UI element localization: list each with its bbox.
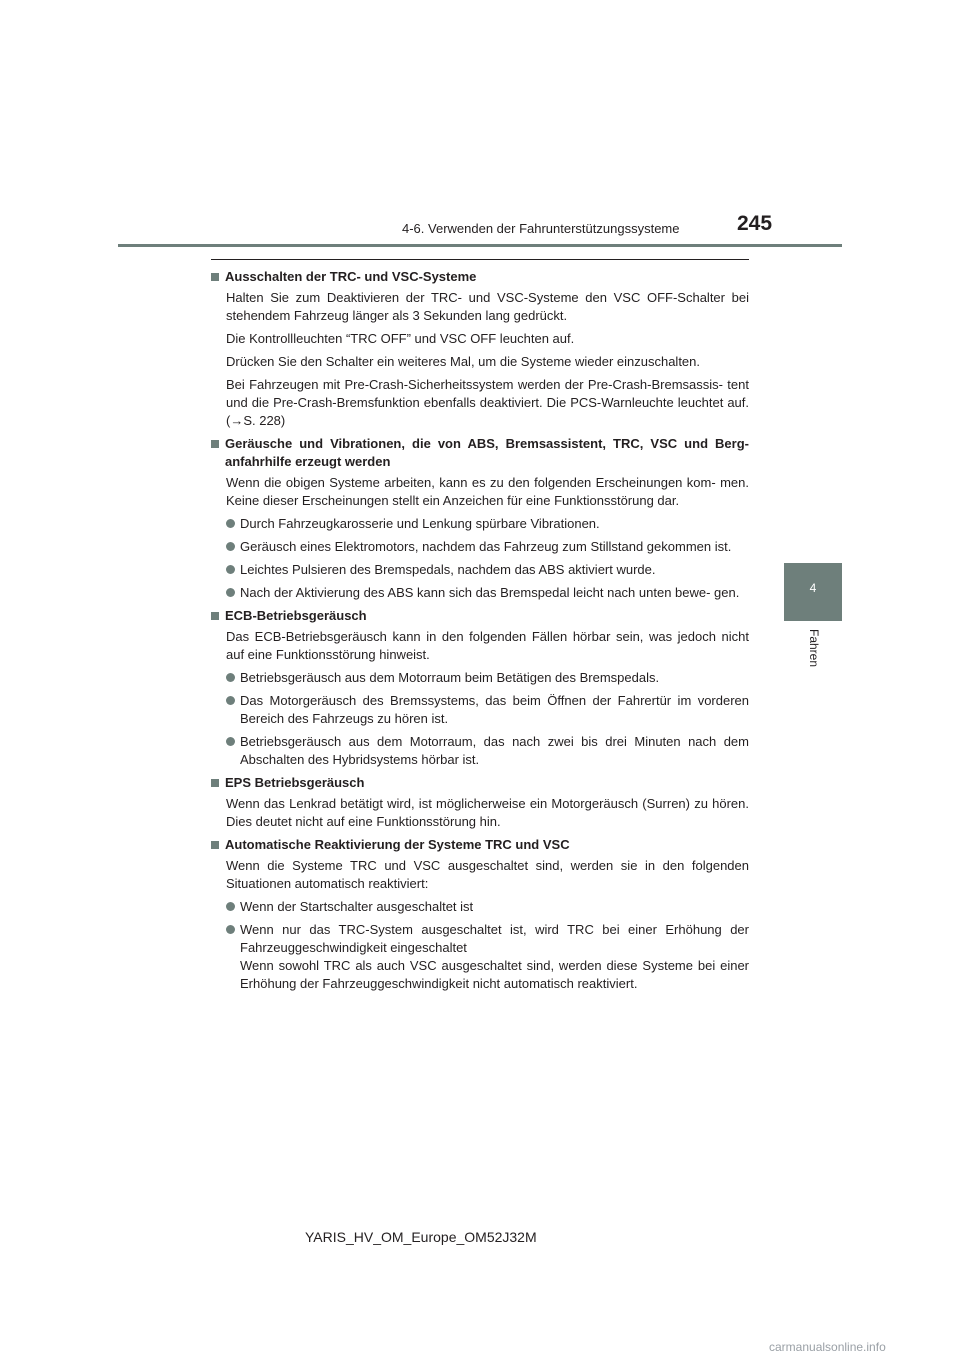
- square-bullet-icon: [211, 779, 219, 787]
- header-divider: [118, 244, 842, 247]
- round-bullet-icon: [226, 673, 235, 682]
- paragraph: Die Kontrollleuchten “TRC OFF” und VSC OFF leuchten auf.: [226, 331, 575, 346]
- list-item: Nach der Aktivierung des ABS kann sich das Bremspedal leicht nach unten bewe- gen.: [211, 584, 749, 602]
- paragraph: Halten Sie zum Deaktivieren der TRC- und VSC-Systeme den VSC OFF-Schalter bei stehendem Fahrzeug länger als 3 Sekunden lang gedrückt.: [226, 290, 749, 323]
- section-noises-vibrations: [211, 435, 749, 602]
- page-number: 245: [737, 212, 773, 235]
- paragraph: Wenn das Lenkrad betätigt wird, ist möglicherweise ein Motorgeräusch (Surren) zu hören. Dies deutet nicht auf eine Funktionsstörung hin.: [226, 796, 749, 829]
- round-bullet-icon: [226, 542, 235, 551]
- list-item: Wenn nur das TRC-System ausgeschaltet ist, wird TRC bei einer Erhöhung der Fahrzeuggeschwindigkeit eingeschaltet Wenn sowohl TRC als auch VSC ausgeschaltet sind, werden diese Systeme bei einer Erhöhung der Fahrzeuggeschwindigkeit nicht automatisch reaktiviert.: [211, 921, 749, 993]
- paragraph: Wenn die Systeme TRC und VSC ausgeschaltet sind, werden sie in den folgenden Situationen automatisch reaktiviert:: [226, 858, 749, 891]
- content-divider: [211, 259, 749, 260]
- section-heading: Ausschalten der TRC- und VSC-Systeme: [211, 268, 749, 286]
- round-bullet-icon: [226, 902, 235, 911]
- square-bullet-icon: [211, 841, 219, 849]
- list-item: Geräusch eines Elektromotors, nachdem das Fahrzeug zum Stillstand gekommen ist.: [211, 538, 749, 556]
- round-bullet-icon: [226, 588, 235, 597]
- paragraph: Das ECB-Betriebsgeräusch kann in den folgenden Fällen hörbar sein, was jedoch nicht auf eine Funktionsstörung hinweist.: [226, 629, 749, 662]
- round-bullet-icon: [226, 737, 235, 746]
- section-heading: EPS Betriebsgeräusch: [211, 774, 749, 792]
- chapter-title: 4-6. Verwenden der Fahrunterstützungssysteme: [402, 221, 680, 236]
- square-bullet-icon: [211, 440, 219, 448]
- round-bullet-icon: [226, 925, 235, 934]
- list-item: Betriebsgeräusch aus dem Motorraum beim Betätigen des Bremspedals.: [211, 669, 749, 687]
- list-item: Betriebsgeräusch aus dem Motorraum, das nach zwei bis drei Minuten nach dem Abschalten des Hybridsystems hörbar ist.: [211, 733, 749, 769]
- section-ecb-noise: [211, 607, 749, 769]
- list-item: Wenn der Startschalter ausgeschaltet ist: [211, 898, 749, 916]
- document-id: YARIS_HV_OM_Europe_OM52J32M: [305, 1229, 537, 1245]
- round-bullet-icon: [226, 565, 235, 574]
- section-eps-noise: [211, 774, 749, 831]
- watermark: carmanualsonline.info: [769, 1340, 886, 1354]
- square-bullet-icon: [211, 273, 219, 281]
- chapter-tab-number: 4: [809, 581, 817, 595]
- section-heading: Geräusche und Vibrationen, die von ABS, Bremsassistent, TRC, VSC und Berg- anfahrhilfe erzeugt werden: [211, 435, 749, 471]
- round-bullet-icon: [226, 696, 235, 705]
- square-bullet-icon: [211, 612, 219, 620]
- chapter-tab-label: Fahren: [807, 629, 821, 668]
- list-item: Das Motorgeräusch des Bremssystems, das beim Öffnen der Fahrertür im vorderen Bereich des Fahrzeugs zu hören ist.: [211, 692, 749, 728]
- section-heading: ECB-Betriebsgeräusch: [211, 607, 749, 625]
- round-bullet-icon: [226, 519, 235, 528]
- page-content: [211, 268, 749, 998]
- paragraph: Wenn die obigen Systeme arbeiten, kann es zu den folgenden Erscheinungen kom- men. Keine dieser Erscheinungen stellt ein Anzeichen für eine Funktionsstörung dar.: [226, 475, 749, 508]
- paragraph: Drücken Sie den Schalter ein weiteres Mal, um die Systeme wieder einzuschalten.: [226, 354, 701, 369]
- chapter-tab: [784, 563, 842, 621]
- list-item: Durch Fahrzeugkarosserie und Lenkung spürbare Vibrationen.: [211, 515, 749, 533]
- section-auto-reactivation: [211, 836, 749, 993]
- section-trc-vsc-off: [211, 268, 749, 430]
- list-item: Leichtes Pulsieren des Bremspedals, nachdem das ABS aktiviert wurde.: [211, 561, 749, 579]
- paragraph: Bei Fahrzeugen mit Pre-Crash-Sicherheitssystem werden der Pre-Crash-Bremsassis- tent und die Pre-Crash-Bremsfunktion ebenfalls deaktiviert. Die PCS-Warnleuchte leuchtet auf. (→S. 228): [226, 377, 749, 428]
- section-heading: Automatische Reaktivierung der Systeme TRC und VSC: [211, 836, 749, 854]
